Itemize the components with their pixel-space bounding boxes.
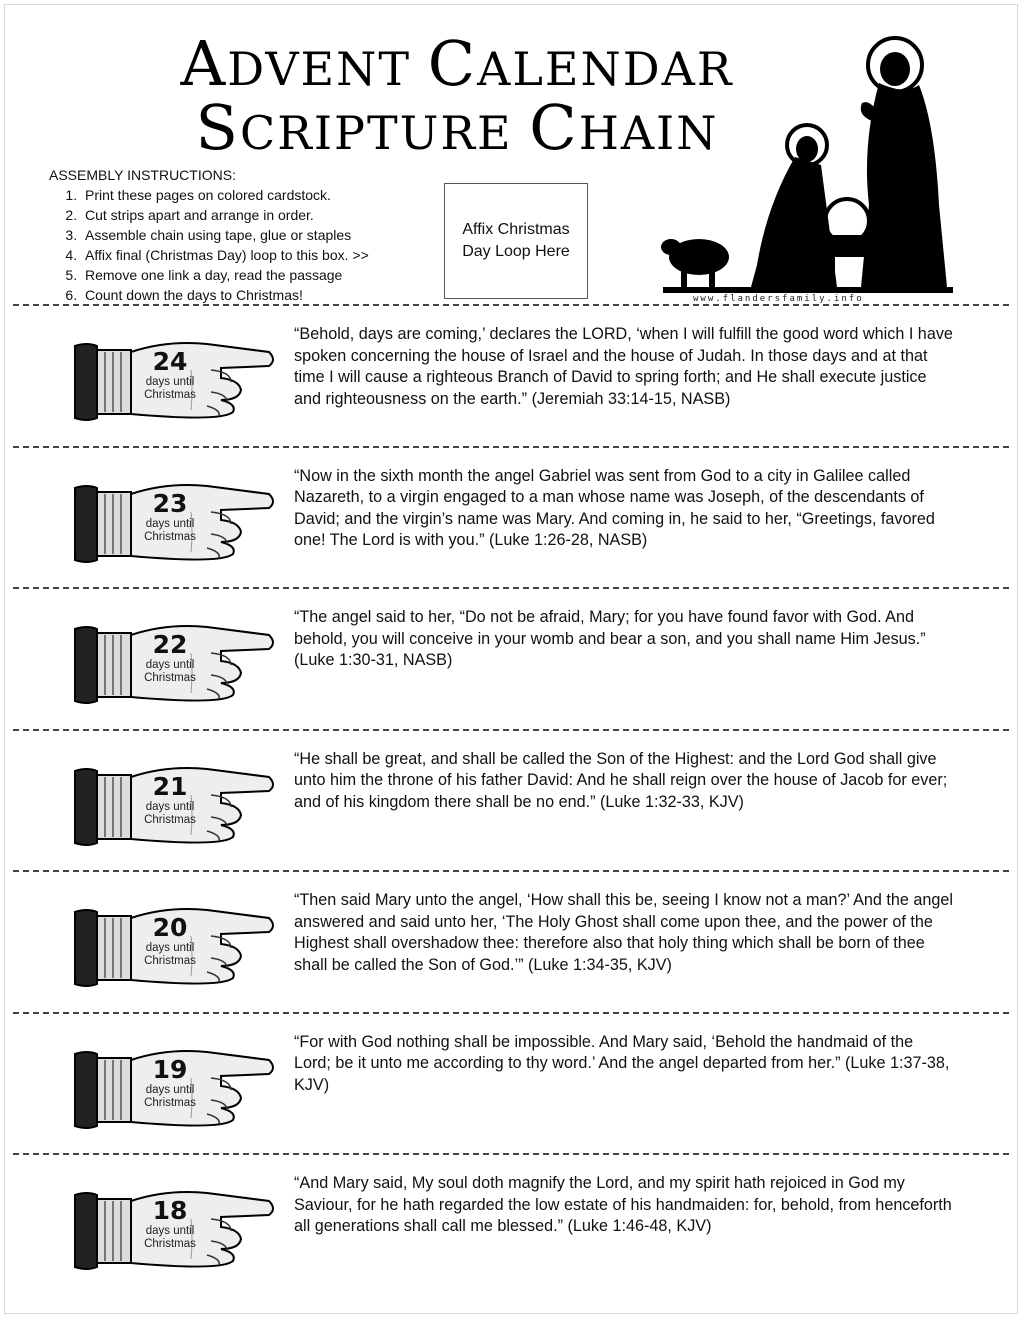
countdown-card bbox=[131, 771, 209, 841]
countdown-number: 20 bbox=[152, 913, 188, 942]
countdown-number: 19 bbox=[152, 1054, 188, 1084]
cut-line bbox=[13, 729, 1009, 731]
cut-line bbox=[13, 587, 1009, 589]
instruction-step: 1. Print these pages on colored cardstock. bbox=[81, 185, 369, 205]
advent-calendar-page bbox=[4, 4, 1018, 1314]
scripture-passage: “Behold, days are coming,’ declares the LORD, ‘when I will fulfill the good word which I have spoken concerning the house of Israel and the house of Judah. In those days and at that time I will cause a righteous Branch of David to spring forth; and He shall execute justice and righteousness on the earth.” (Jeremiah 33:14-15, NASB) bbox=[294, 325, 953, 408]
scripture-strip-day-19 bbox=[5, 1014, 1017, 1156]
countdown-card bbox=[131, 912, 209, 982]
scripture-strip-day-23 bbox=[5, 448, 1017, 590]
cut-line bbox=[13, 446, 1009, 448]
scripture-strip-day-18 bbox=[5, 1155, 1017, 1297]
countdown-number: 21 bbox=[152, 771, 188, 801]
countdown-card bbox=[131, 1195, 209, 1265]
scripture-strip-day-24 bbox=[5, 306, 1017, 448]
days-until-christmas-label: days until Christmas bbox=[144, 1225, 196, 1250]
scripture-passage: “Now in the sixth month the angel Gabriel was sent from God to a city in Galilee called Nazareth, to a virgin engaged to a man whose name was Joseph, of the descendants of David; and the virgin’s name was Mary. And coming in, he said to her, “Greetings, favored one! The Lord is with you.” (Luke 1:26-28, NASB) bbox=[294, 466, 935, 549]
days-until-christmas-label: days until Christmas bbox=[144, 1083, 196, 1109]
instruction-step: 2. Cut strips apart and arrange in order. bbox=[81, 205, 369, 225]
scripture-passage: “And Mary said, My soul doth magnify the Lord, and my spirit hath rejoiced in God my Saviour, for he hath regarded the low estate of his handmaiden: for, behold, from henceforth all generations shall call me blessed.” (Luke 1:46-48, KJV) bbox=[294, 1174, 952, 1235]
instruction-step: 5. Remove one link a day, read the passage bbox=[81, 265, 369, 285]
instruction-step: 6. Count down the days to Christmas! bbox=[81, 285, 369, 305]
affix-christmas-loop-box bbox=[444, 183, 588, 299]
instruction-step: 4. Affix final (Christmas Day) loop to this box. >> bbox=[81, 245, 369, 265]
scripture-strip-day-21 bbox=[5, 731, 1017, 873]
countdown-card bbox=[131, 346, 209, 416]
title-line-2: SCRIPTURE CHAIN bbox=[195, 91, 719, 164]
scripture-passage: “For with God nothing shall be impossible. And Mary said, ‘Behold the handmaid of the Lord; be it unto me according to thy word.’ And the angel departed from her.” (Luke 1:37-38, KJV) bbox=[294, 1032, 950, 1094]
scripture-passage: “Then said Mary unto the angel, ‘How shall this be, seeing I know not a man?’ And the angel answered and said unto her, ‘The Holy Ghost shall come upon thee, and the power of the Highest shall overshadow thee: therefore also that holy thing which shall be born of thee shall be called the Son of God.’” (Luke 1:34-35, KJV) bbox=[294, 891, 953, 974]
scripture-passage: “The angel said to her, “Do not be afraid, Mary; for you have found favor with God. And behold, you will conceive in your womb and bear a son, and you shall name Him Jesus.” (Luke 1:30-31, NASB) bbox=[294, 608, 926, 669]
cut-line bbox=[13, 304, 1009, 306]
countdown-card bbox=[131, 488, 209, 558]
days-until-christmas-label: days until Christmas bbox=[144, 800, 196, 826]
days-until-christmas-label: days until Christmas bbox=[144, 659, 196, 684]
nativity-silhouette-icon bbox=[657, 25, 957, 301]
website-url: www.flandersfamily.info bbox=[693, 294, 864, 304]
scripture-passage: “He shall be great, and shall be called the Son of the Highest: and the Lord God shall give unto him the throne of his father David: And he shall reign over the house of Jacob for ever; and of his kingdom there shall be no end.” (Luke 1:32-33, KJV) bbox=[294, 749, 948, 811]
assembly-instructions bbox=[49, 165, 369, 305]
countdown-number: 18 bbox=[152, 1196, 188, 1225]
instruction-step: 3. Assemble chain using tape, glue or staples bbox=[81, 225, 369, 245]
countdown-card bbox=[131, 1054, 209, 1124]
cut-line bbox=[13, 1012, 1009, 1014]
countdown-number: 23 bbox=[152, 488, 188, 518]
cut-line bbox=[13, 1153, 1009, 1155]
days-until-christmas-label: days until Christmas bbox=[144, 517, 196, 543]
cut-line bbox=[13, 870, 1009, 872]
scripture-strip-day-20 bbox=[5, 872, 1017, 1014]
scripture-strip-day-22 bbox=[5, 589, 1017, 731]
instructions-list bbox=[49, 185, 369, 305]
days-until-christmas-label: days until Christmas bbox=[144, 376, 196, 401]
countdown-number: 22 bbox=[152, 630, 188, 659]
countdown-number: 24 bbox=[152, 347, 188, 376]
affix-box-label: Affix Christmas Day Loop Here bbox=[462, 221, 570, 260]
days-until-christmas-label: days until Christmas bbox=[144, 942, 196, 967]
title-line-1: ADVENT CALENDAR bbox=[180, 27, 734, 100]
countdown-card bbox=[131, 629, 209, 699]
instructions-heading: ASSEMBLY INSTRUCTIONS: bbox=[49, 167, 236, 183]
